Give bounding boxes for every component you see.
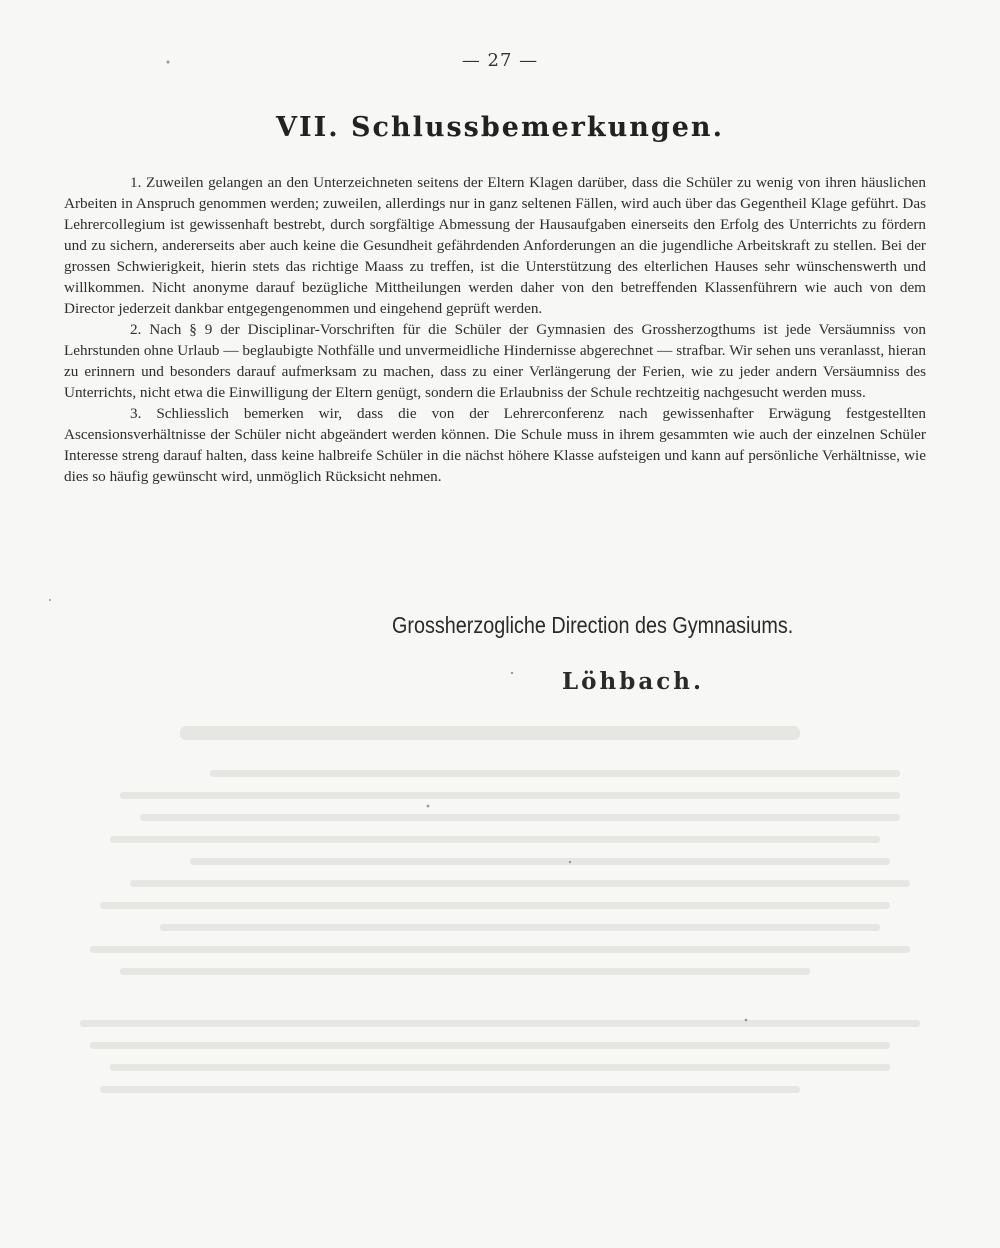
paragraph-1: 1. Zuweilen gelangen an den Unterzeichneten seitens der Eltern Klagen darüber, dass die Schüler zu wenig von ihren häuslichen Arbeiten in Anspruch genommen werden; zuweilen, allerdings nur in ganz seltenen Fällen, wird auch über das Gegentheil Klage geführt. Das Lehrercollegium ist gewissenhaft bestrebt, durch sorgfältige Abmessung der Hausaufgaben einerseits den Erfolg des Unterrichts zu fördern und zu sichern, andererseits aber auch keine die Gesundheit gefährdenden Anforderungen an die jugendliche Arbeitskraft zu stellen. Bei der grossen Schwierigkeit, hierin stets das richtige Maass zu treffen, ist die Unterstützung des elterlichen Hauses sehr wünschenswerth und willkommen. Nicht anonyme darauf bezügliche Mittheilungen werden daher von den betreffenden Klassenführern wie auch von dem Director jederzeit dankbar entgegengenommen und eingehend geprüft werden. [64,174,926,317]
body-text [64,172,926,487]
section-title: VII. Schlussbemerkungen. [276,112,724,143]
paragraph-3: 3. Schliesslich bemerken wir, dass die von der Lehrerconferenz nach gewissenhafter Erwägung festgestellten Ascensionsverhältnisse der Schüler nicht abgeändert werden können. Die Schule muss in ihrem gesammten wie auch der einzelnen Schüler Interesse streng darauf halten, dass keine halbreife Schüler in die nächst höhere Klasse aufsteigen und kann auf persönliche Verhältnisse, wie dies so häufig gewünscht wird, unmöglich Rücksicht nehmen. [64,405,926,485]
signature-institution: Grossherzogliche Direction des Gymnasiums. [392,612,794,638]
paragraph-2: 2. Nach § 9 der Disciplinar-Vorschriften für die Schüler der Gymnasien des Grossherzogthums ist jede Versäumniss von Lehrstunden ohne Urlaub — beglaubigte Nothfälle und unvermeidliche Hindernisse abgerechnet — strafbar. Wir sehen uns veranlasst, hieran zu erinnern und besonders darauf aufmerksam zu machen, dass zu einer Verlängerung der Ferien, wie zu jeder andern Versäumniss des Unterrichts, nicht etwa die Einwilligung der Eltern genügt, sondern die Erlaubniss der Schule rechtzeitig nachgesucht werden muss. [64,321,926,401]
page-number: — 27 — [461,50,539,71]
signature-name: Löhbach. [562,668,704,695]
